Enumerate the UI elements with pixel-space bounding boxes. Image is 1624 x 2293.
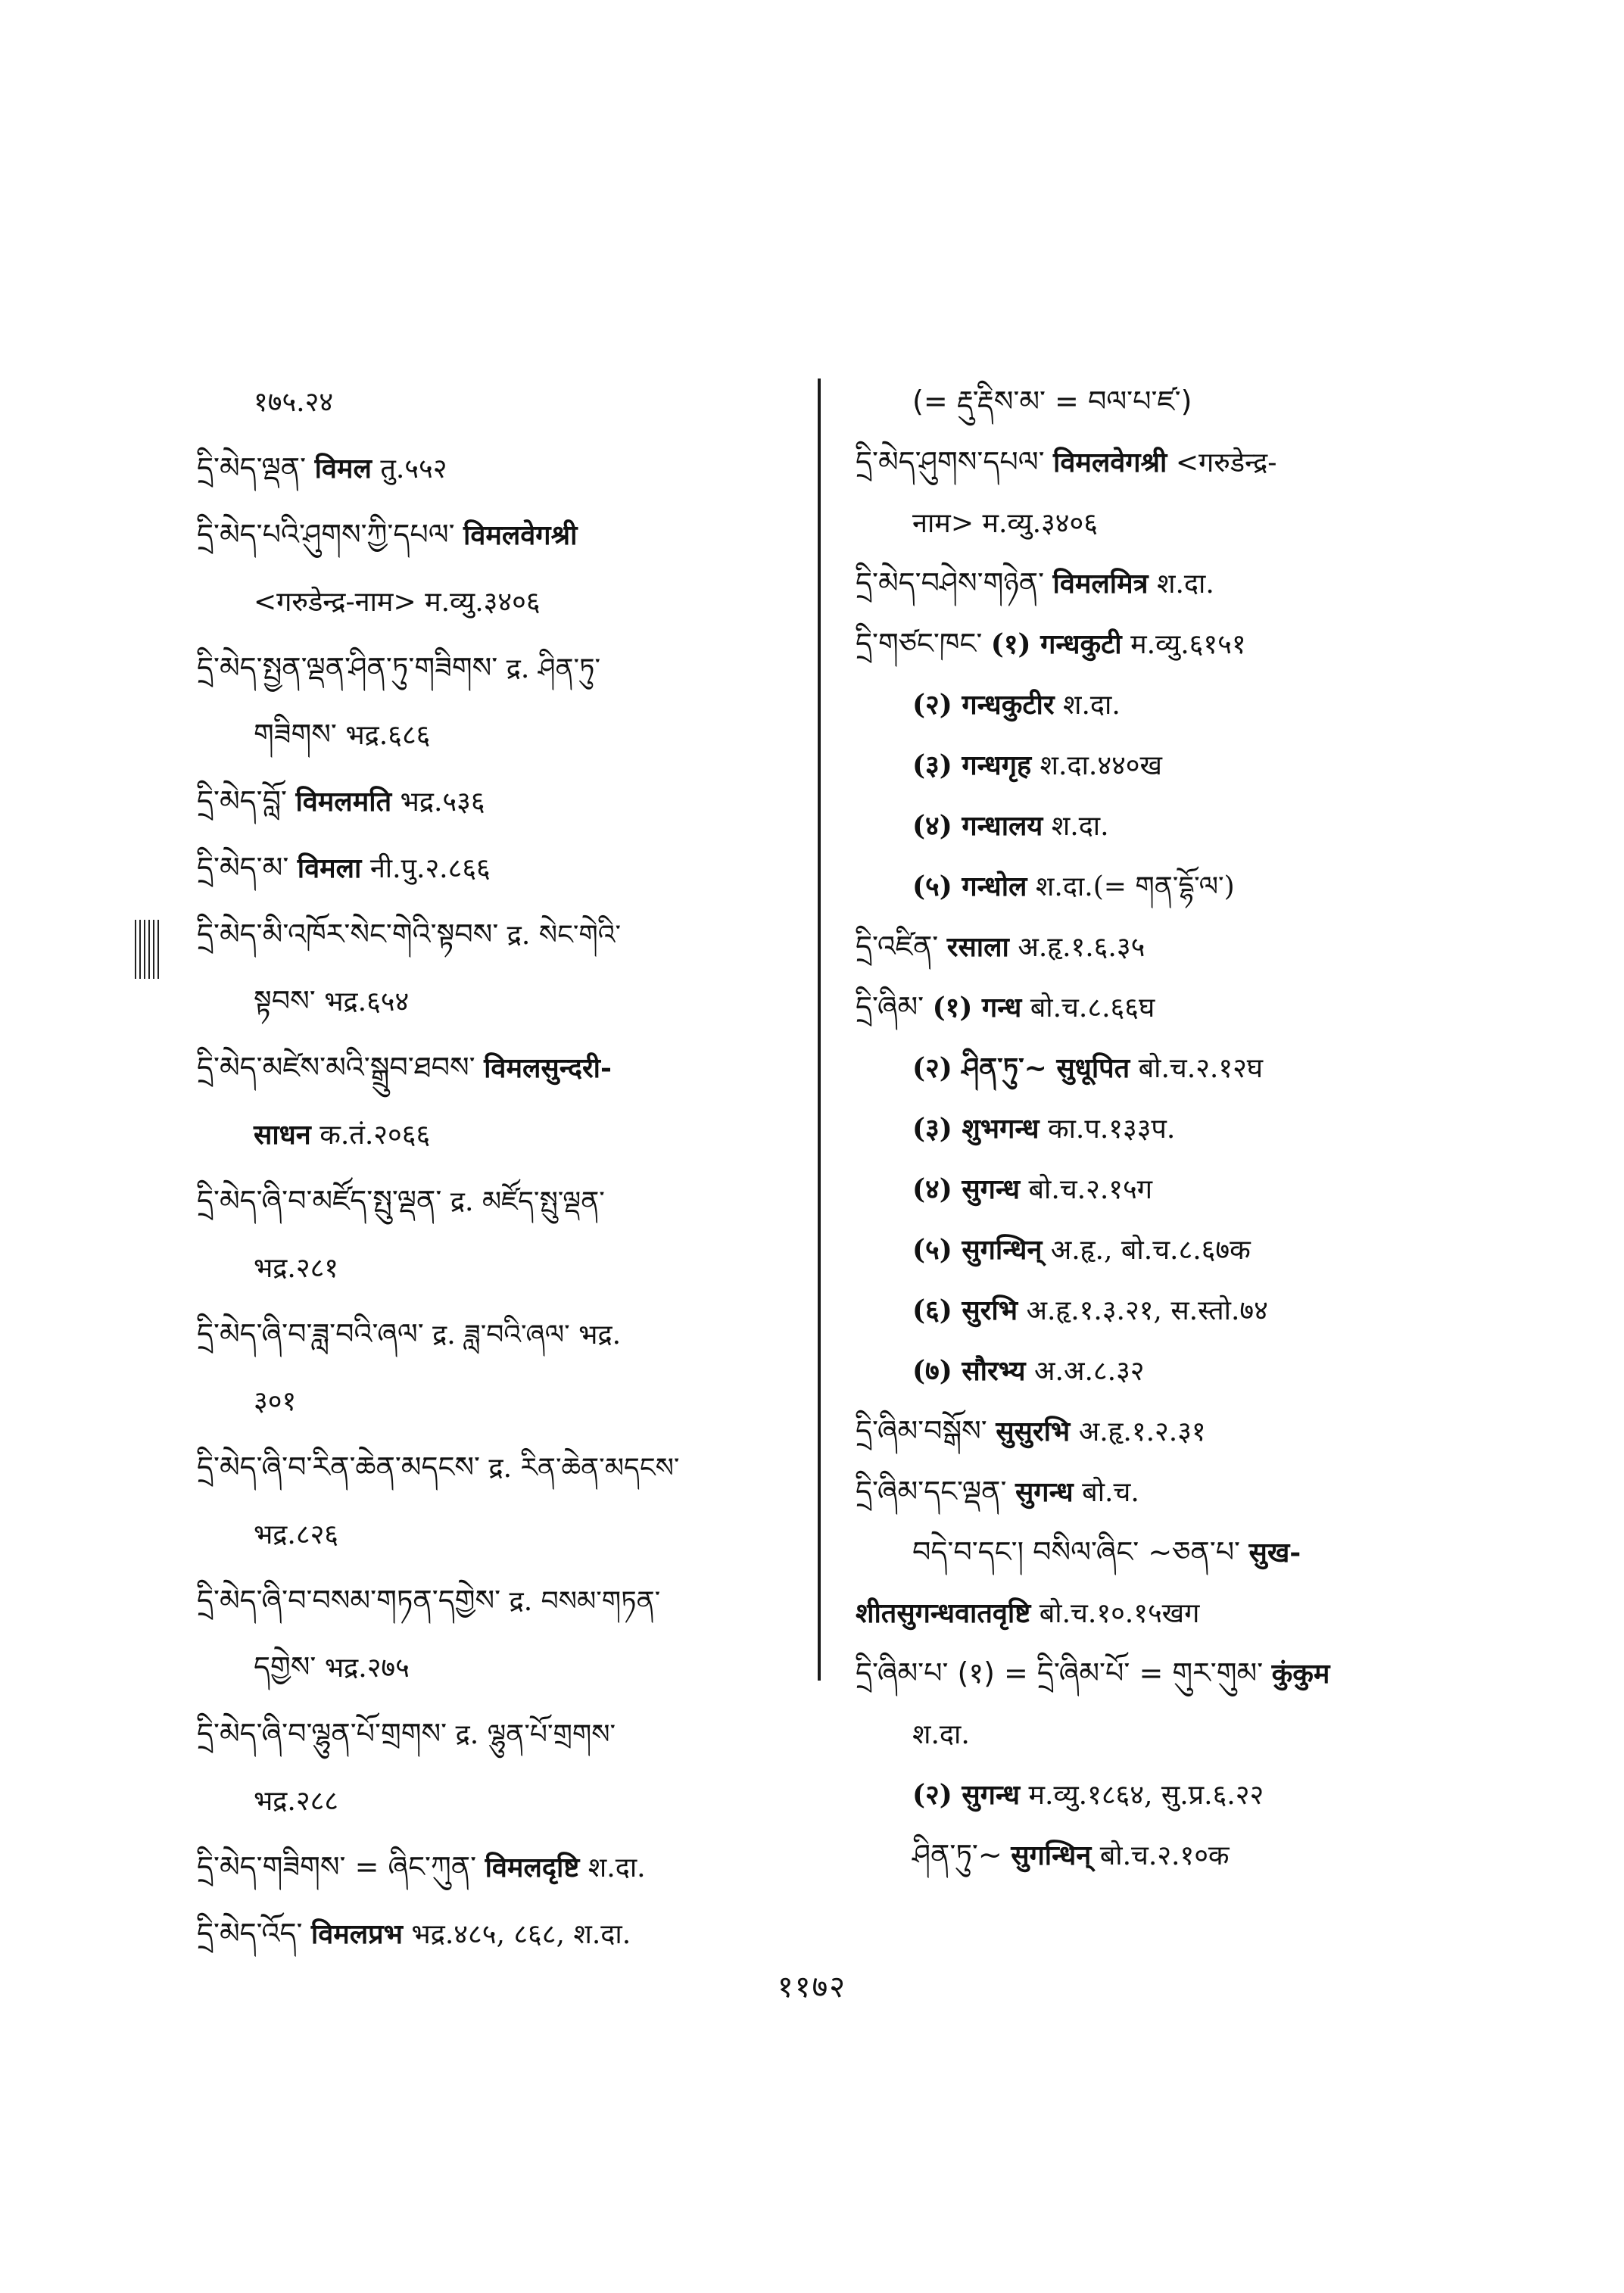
tibetan-headword: དྲི་མེད་ཞི་བ་མཛོད་སྤུ་ལྡན་ bbox=[197, 1184, 442, 1217]
sanskrit-equivalent: (३) गन्धगृह bbox=[912, 749, 1032, 781]
entry-line bbox=[856, 1291, 1484, 1329]
reference: द्र. ཟླ་བའི་ཞལ་ भद्र. bbox=[432, 1319, 622, 1351]
entry-line bbox=[856, 1654, 1484, 1692]
entry-line bbox=[197, 449, 795, 487]
reference: ३०१ bbox=[254, 1386, 297, 1417]
sanskrit-equivalent: विमल bbox=[314, 453, 372, 484]
reference: बो.च.८.६६घ bbox=[1030, 992, 1155, 1023]
entry-line bbox=[197, 1581, 795, 1619]
reference: म.व्यु.६१५१ bbox=[1130, 629, 1246, 660]
tibetan-headword: དྲི་མེད་ཞི་བ་ཟླ་བའི་ཞལ་ bbox=[197, 1317, 424, 1351]
entry-line bbox=[197, 382, 795, 420]
entry-line bbox=[197, 1781, 795, 1819]
reference: श.दा.(= གན་དྷོ་ལ་) bbox=[1035, 871, 1235, 902]
entry-line bbox=[856, 1775, 1484, 1813]
reference: द्र. སེང་གེའི་ bbox=[507, 920, 621, 951]
tibetan-headword: དྲི་མེད་ཞི་བ་ལྷུན་པོ་གྲགས་ bbox=[197, 1717, 447, 1750]
sanskrit-equivalent: सुख- bbox=[1248, 1537, 1301, 1569]
entry-line bbox=[856, 1715, 1484, 1752]
sanskrit-equivalent: (४) सुगन्ध bbox=[912, 1173, 1021, 1205]
reference: का.प.१३३प. bbox=[1047, 1114, 1176, 1145]
reference: भद्र.६५४ bbox=[324, 986, 410, 1017]
entry-line bbox=[197, 982, 795, 1020]
sanskrit-equivalent: (६) सुरभि bbox=[912, 1294, 1018, 1326]
sanskrit-equivalent: (५) सुगन्धिन् bbox=[912, 1234, 1043, 1266]
entry-line bbox=[856, 806, 1484, 844]
tibetan-headword: ཤིན་ཏུ་~ bbox=[912, 1838, 1002, 1871]
tibetan-headword: དྲི་མེད་སྤྱན་ལྡན་ཤིན་ཏུ་གཟིགས་ bbox=[197, 651, 498, 684]
sanskrit-equivalent: विमलमति bbox=[295, 786, 392, 818]
entry-line bbox=[197, 1248, 795, 1286]
reference: <गरुडेन्द्र- bbox=[1175, 447, 1277, 478]
entry-line bbox=[856, 443, 1484, 481]
tibetan-headword: དྲི་འཛིན་ bbox=[856, 930, 939, 963]
entry-line bbox=[197, 1648, 795, 1686]
reference: द्र. མཛོད་སྤུ་ལྡན་ bbox=[450, 1186, 605, 1217]
tibetan-headword: དྲི་མེད་མི་འཁོར་སེང་གེའི་སྟབས་ bbox=[197, 918, 499, 951]
entry-line bbox=[197, 1382, 795, 1419]
entry-line bbox=[197, 849, 795, 886]
reference: भद्र.२७५ bbox=[324, 1653, 410, 1684]
entry-line bbox=[856, 1048, 1484, 1086]
margin-mark bbox=[135, 920, 162, 979]
tibetan-headword: དགྱེས་ bbox=[254, 1650, 316, 1684]
reference: अ.हृ., बो.च.८.६७क bbox=[1050, 1235, 1251, 1266]
reference: बो.च.२.१५ग bbox=[1028, 1174, 1152, 1205]
reference: श.दा. bbox=[1063, 690, 1121, 721]
column-divider bbox=[818, 379, 821, 1681]
reference: श.दा. bbox=[588, 1852, 646, 1883]
entry-line bbox=[856, 382, 1484, 420]
reference: द्र. ལྷུན་པོ་གྲགས་ bbox=[455, 1719, 616, 1750]
sanskrit-equivalent: विमलवेगश्री bbox=[1053, 447, 1167, 478]
tibetan-headword: (= རྡུ་རྡིས་མ་ = བལ་པ་ཛ་) bbox=[912, 385, 1192, 418]
reference: बो.च.२.१०क bbox=[1099, 1840, 1230, 1871]
tibetan-headword: དྲི་མེད་མ་ bbox=[197, 851, 289, 884]
entry-line bbox=[197, 649, 795, 687]
entry-line bbox=[197, 582, 795, 620]
entry-line bbox=[197, 516, 795, 553]
sanskrit-equivalent: (३) शुभगन्ध bbox=[912, 1113, 1040, 1145]
sanskrit-equivalent: (४) गन्धालय bbox=[912, 810, 1043, 842]
sanskrit-equivalent: शीतसुगन्धवातवृष्टि bbox=[856, 1597, 1031, 1629]
tibetan-headword: དྲི་ཞིམ་ bbox=[856, 990, 924, 1023]
reference: अ.हृ.१.६.३५ bbox=[1018, 932, 1146, 963]
sanskrit-equivalent: (७) सौरभ्य bbox=[912, 1355, 1026, 1387]
tibetan-headword: དྲི་མེད་གཟིགས་ = ཞིང་ཀུན་ bbox=[197, 1850, 477, 1883]
tibetan-headword: དྲི་མེད་བཤེས་གཉེན་ bbox=[856, 566, 1045, 600]
reference: बो.च.२.१२घ bbox=[1138, 1053, 1264, 1084]
sanskrit-equivalent: (१) गन्ध bbox=[932, 992, 1022, 1023]
reference: द्र. ཤིན་ཏུ་ bbox=[506, 653, 601, 684]
entry-line bbox=[856, 1412, 1484, 1450]
entry-line bbox=[197, 1448, 795, 1486]
sanskrit-equivalent: सुसुरभि bbox=[996, 1416, 1071, 1447]
reference: तु.५५२ bbox=[380, 453, 447, 484]
reference: <गरुडेन्द्र-नाम> म.व्यु.३४०६ bbox=[254, 587, 541, 618]
reference: श.दा. bbox=[1051, 811, 1109, 842]
reference: भद्र.२८१ bbox=[254, 1253, 339, 1284]
tibetan-headword: དྲི་མེད་ཞི་བ་རིན་ཆེན་མདངས་ bbox=[197, 1450, 481, 1484]
sanskrit-equivalent: (२) सुगन्ध bbox=[912, 1779, 1021, 1811]
sanskrit-equivalent: विमलवेगश्री bbox=[463, 519, 578, 551]
tibetan-headword: དྲི་ཞིམ་དང་ལྡན་ bbox=[856, 1475, 1007, 1508]
sanskrit-equivalent: (५) गन्धोल bbox=[912, 871, 1027, 902]
entry-line bbox=[856, 1170, 1484, 1207]
entry-line bbox=[856, 1109, 1484, 1147]
entry-line bbox=[856, 927, 1484, 965]
page-number: ११७२ bbox=[777, 1970, 847, 2005]
sanskrit-equivalent: (२) ཤིན་ཏུ་~ सुधूपित bbox=[912, 1052, 1130, 1084]
entry-line bbox=[197, 1914, 795, 1952]
sanskrit-equivalent: विमलमित्र bbox=[1052, 568, 1149, 600]
entry-line bbox=[197, 1715, 795, 1752]
entry-line bbox=[856, 1351, 1484, 1389]
sanskrit-equivalent: विमलसुन्दरी- bbox=[484, 1052, 612, 1084]
tibetan-headword: དྲི་མེད་ཤུགས་དཔལ་ bbox=[856, 445, 1045, 478]
reference: भद्र.६८६ bbox=[345, 720, 431, 751]
entry-line bbox=[856, 1472, 1484, 1510]
reference: श.दा. bbox=[1156, 569, 1214, 600]
entry-line bbox=[197, 1182, 795, 1220]
entry-line bbox=[856, 685, 1484, 723]
entry-line bbox=[197, 782, 795, 820]
tibetan-headword: གཟིགས་ bbox=[254, 718, 337, 751]
entry-line bbox=[856, 867, 1484, 905]
sanskrit-equivalent: (२) गन्धकुटीर bbox=[912, 689, 1055, 721]
entry-line bbox=[197, 1515, 795, 1553]
sanskrit-equivalent: सुगन्धिन् bbox=[1011, 1840, 1092, 1871]
entry-line bbox=[197, 1115, 795, 1153]
tibetan-headword: དྲི་མེད་བློ་ bbox=[197, 784, 287, 818]
reference: भद्र.२८८ bbox=[254, 1786, 339, 1817]
entry-line bbox=[197, 1048, 795, 1086]
sanskrit-equivalent: विमला bbox=[297, 852, 362, 884]
reference: बो.च. bbox=[1082, 1477, 1139, 1508]
reference: द्र. བསམ་གཏན་ bbox=[509, 1586, 661, 1617]
tibetan-headword: དྲི་མེད་པའི་ཤུགས་ཀྱི་དཔལ་ bbox=[197, 518, 455, 551]
reference: नाम> म.व्यु.३४०६ bbox=[912, 508, 1098, 539]
reference: अ.अ.८.३२ bbox=[1034, 1356, 1145, 1387]
entry-line bbox=[856, 1594, 1484, 1631]
tibetan-headword: དྲི་མེད་འོད་ bbox=[197, 1917, 303, 1950]
reference: श.दा. bbox=[912, 1719, 970, 1750]
reference: म.व्यु.१८६४, सु.प्र.६.२२ bbox=[1028, 1780, 1264, 1811]
reference: भद्र.५३६ bbox=[400, 787, 485, 818]
entry-line bbox=[856, 1230, 1484, 1268]
reference: अ.हृ.१.३.२१, स.स्तो.७४ bbox=[1026, 1295, 1268, 1326]
reference: भद्र.४८५, ८६८, श.दा. bbox=[411, 1919, 631, 1950]
sanskrit-equivalent: विमलप्रभ bbox=[310, 1918, 403, 1950]
reference: १७५.२४ bbox=[254, 387, 334, 418]
entry-line bbox=[856, 503, 1484, 541]
entry-line bbox=[197, 1848, 795, 1886]
sanskrit-equivalent: विमलदृष्टि bbox=[485, 1852, 580, 1883]
sanskrit-equivalent: रसाला bbox=[946, 931, 1009, 963]
sanskrit-equivalent: साधन bbox=[254, 1119, 311, 1151]
reference: द्र. རིན་ཆེན་མདངས་ bbox=[488, 1453, 680, 1484]
reference: श.दा.४४०ख bbox=[1040, 750, 1162, 781]
sanskrit-equivalent: (१) गन्धकुटी bbox=[990, 628, 1122, 660]
tibetan-headword: དྲི་གཙང་ཁང་ bbox=[856, 627, 983, 660]
tibetan-headword: དྲི་མེད་མཛེས་མའི་སྒྲུབ་ཐབས་ bbox=[197, 1051, 475, 1084]
entry-line bbox=[197, 715, 795, 753]
tibetan-headword: དྲི་ཞིམ་པ་ (१) = དྲི་ཞིམ་པོ་ = གུར་གུམ་ bbox=[856, 1656, 1264, 1690]
entry-line bbox=[856, 564, 1484, 602]
entry-line bbox=[856, 1836, 1484, 1874]
tibetan-headword: སྟབས་ bbox=[254, 984, 316, 1017]
reference: अ.हृ.१.२.३१ bbox=[1078, 1416, 1206, 1447]
tibetan-headword: དྲི་མེད་ཞི་བ་བསམ་གཏན་དགྱེས་ bbox=[197, 1584, 501, 1617]
sanskrit-equivalent: कुंकुम bbox=[1271, 1658, 1330, 1690]
sanskrit-equivalent: सुगन्ध bbox=[1015, 1476, 1074, 1508]
tibetan-headword: དྲི་མེད་ལྡན་ bbox=[197, 451, 307, 484]
entry-line bbox=[197, 915, 795, 953]
entry-line bbox=[856, 746, 1484, 784]
tibetan-headword: དྲི་ཞིམ་བསྒོས་ bbox=[856, 1414, 987, 1447]
entry-line bbox=[856, 1533, 1484, 1571]
reference: क.तं.२०६६ bbox=[320, 1120, 431, 1151]
entry-line bbox=[197, 1315, 795, 1353]
tibetan-headword: བདེ་བ་དང་། བསིལ་ཞིང་ ~ཅན་པ་ bbox=[912, 1535, 1241, 1569]
entry-line bbox=[856, 625, 1484, 662]
entry-line bbox=[856, 988, 1484, 1026]
reference: नी.पु.२.८६६ bbox=[369, 853, 491, 884]
reference: बो.च.१०.१५खग bbox=[1039, 1598, 1200, 1629]
reference: भद्र.८२६ bbox=[254, 1519, 339, 1550]
